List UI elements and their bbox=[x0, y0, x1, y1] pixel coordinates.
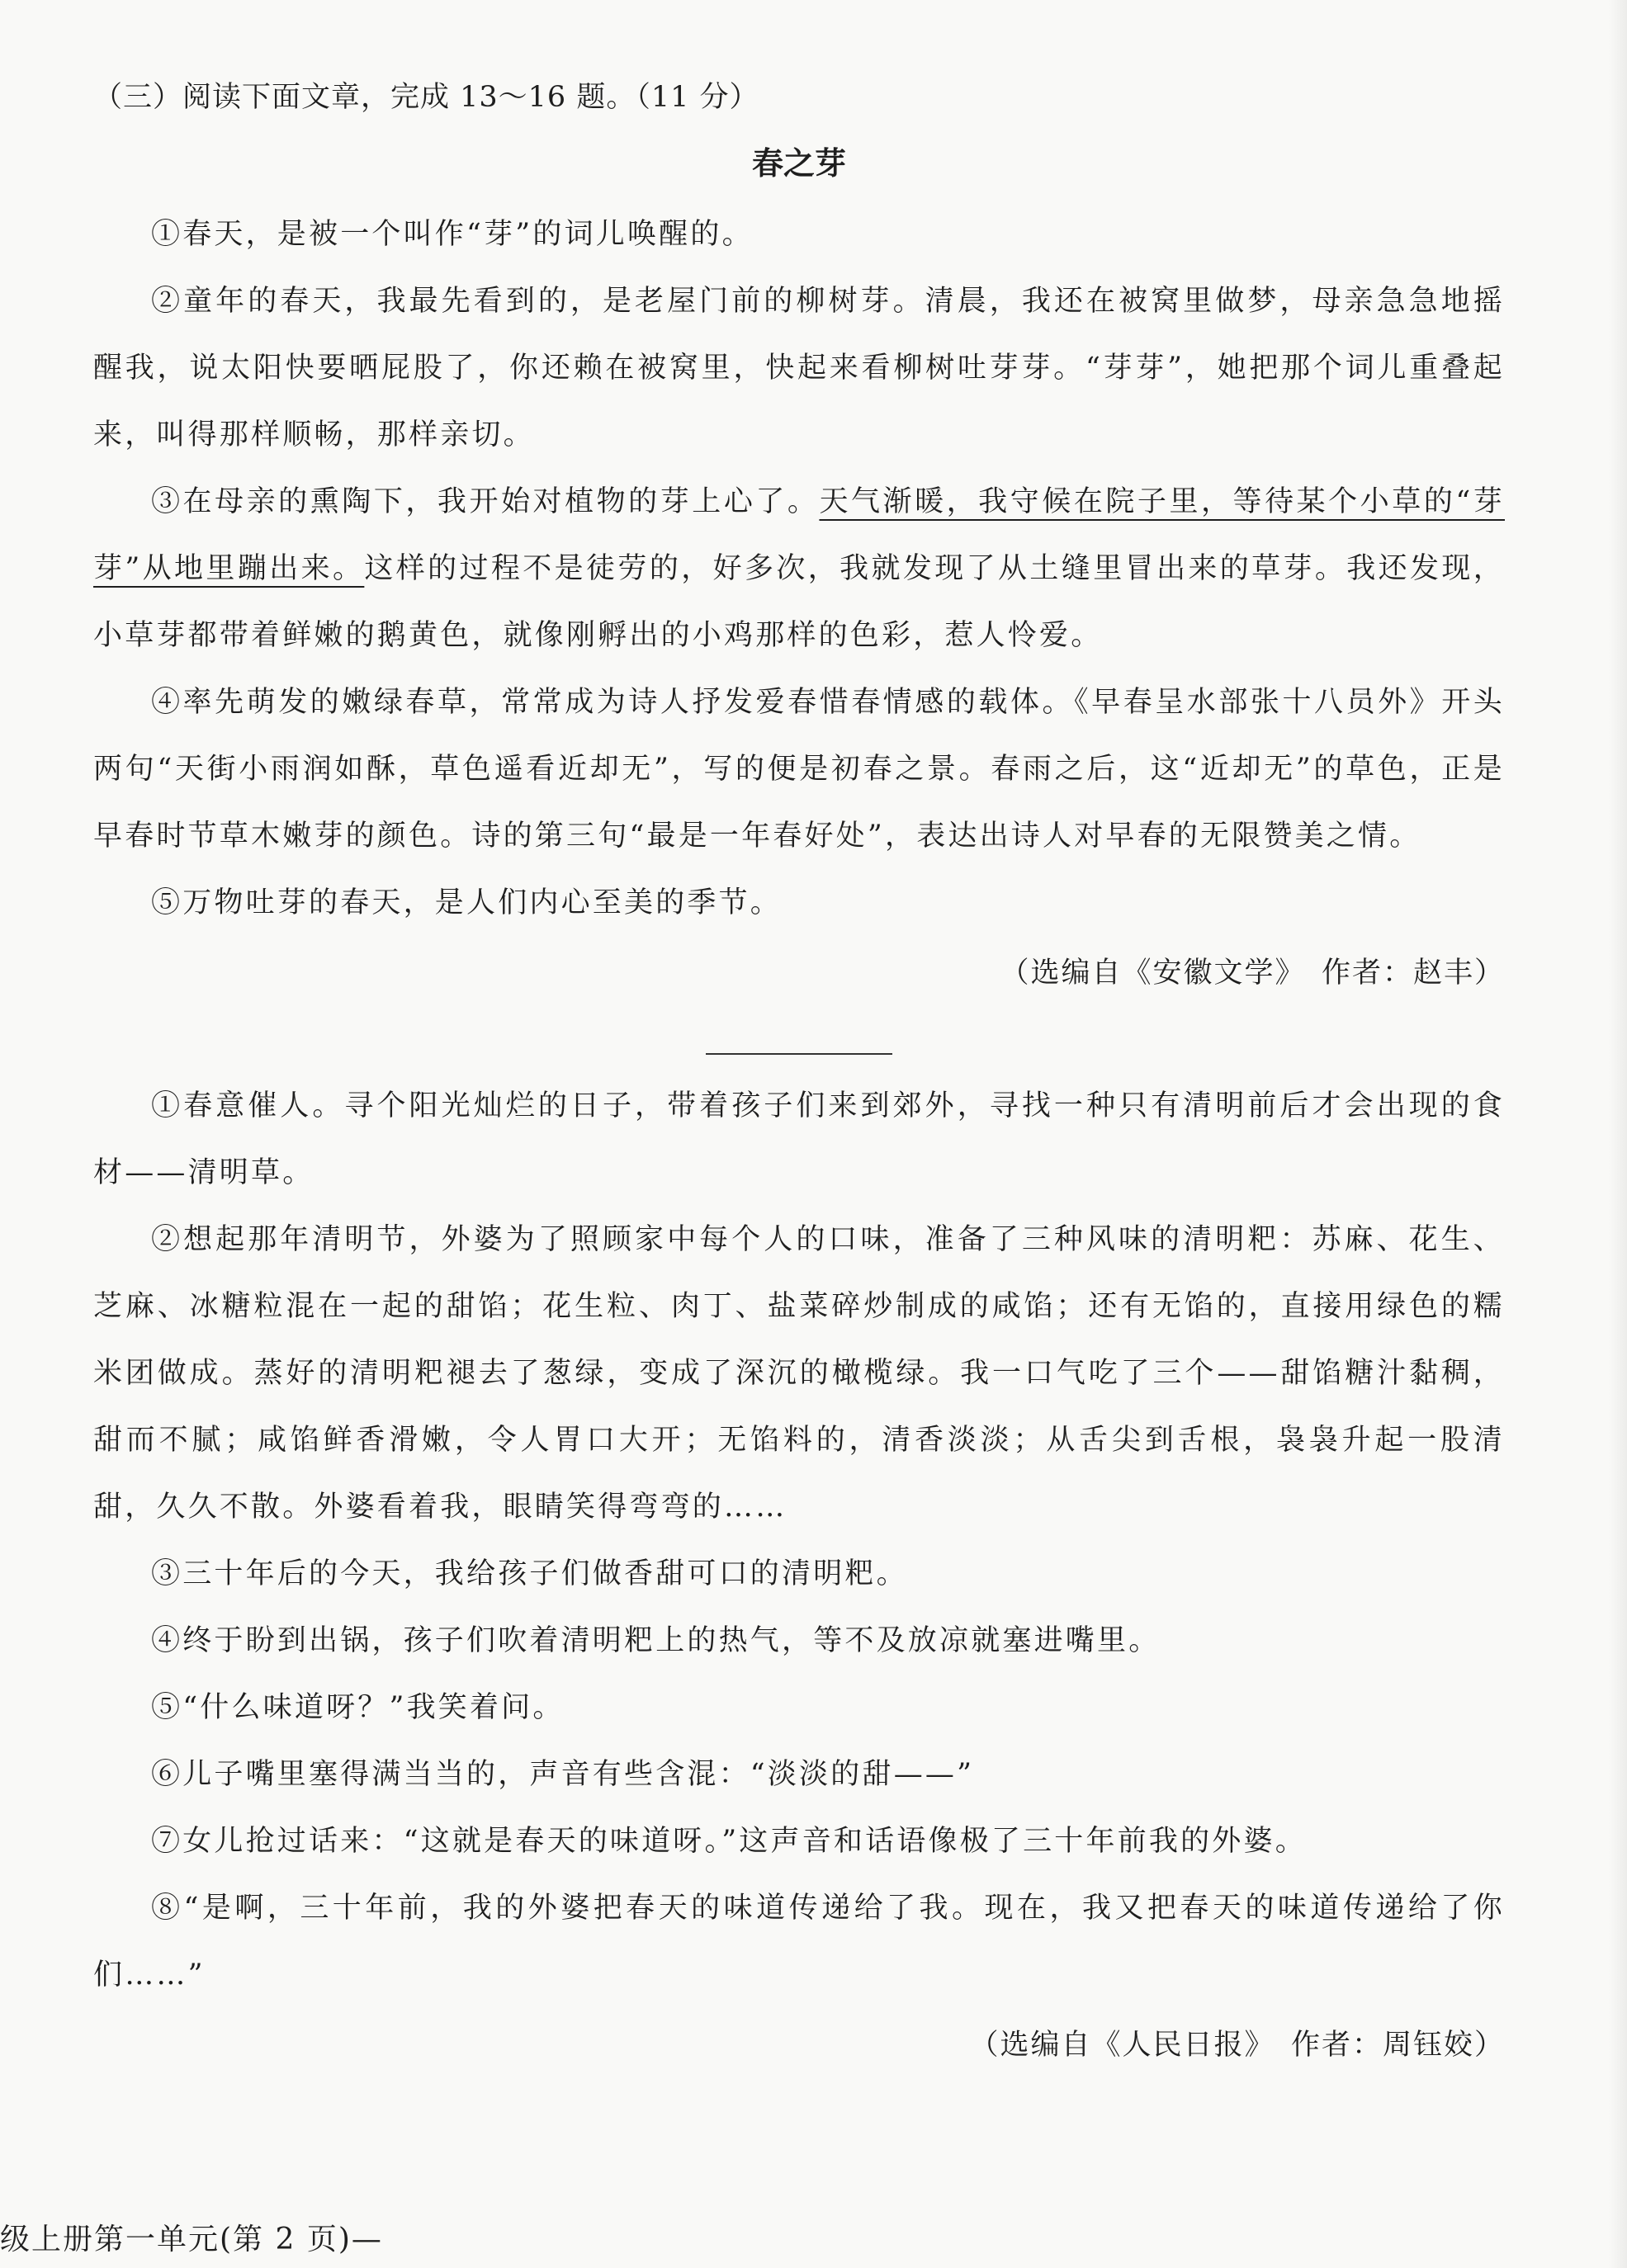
paragraph bbox=[93, 469, 1505, 669]
article-title: 春之芽 bbox=[751, 145, 846, 182]
source-citation: （选编自《安徽文学》 作者：赵丰） bbox=[1000, 957, 1505, 990]
paragraph-text: 这样的过程不是徒劳的，好多次，我就发现了从土缝里冒出来的草芽。我还发现，小草芽都带着鲜嫩的鹅黄色，就像刚孵出的小鸡那样的色彩，惹人怜爱。 bbox=[93, 552, 1506, 652]
paragraph: ⑥儿子嘴里塞得满当当的，声音有些含混：“淡淡的甜——” bbox=[151, 1758, 975, 1791]
paragraph-text: ③在母亲的熏陶下，我开始对植物的芽上心了。 bbox=[151, 485, 820, 518]
paragraph: ①春天，是被一个叫作“芽”的词儿唤醒的。 bbox=[151, 218, 754, 251]
paragraph: ⑤万物吐芽的春天，是人们内心至美的季节。 bbox=[151, 886, 783, 919]
paragraph: ④率先萌发的嫩绿春草，常常成为诗人抒发爱春惜春情感的载体。《早春呈水部张十八员外》开头两句“天街小雨润如酥，草色遥看近却无”，写的便是初春之景。春雨之后，这“近却无”的草色，正是早春时节草木嫩芽的颜色。诗的第三句“最是一年春好处”，表达出诗人对早春的无限赞美之情。 bbox=[93, 686, 1505, 853]
paragraph: ②想起那年清明节，外婆为了照顾家中每个人的口味，准备了三种风味的清明粑：苏麻、花生、芝麻、冰糖粒混在一起的甜馅；花生粒、肉丁、盐菜碎炒制成的咸馅；还有无馅的，直接用绿色的糯米团做成。蒸好的清明粑褪去了葱绿，变成了深沉的橄榄绿。我一口气吃了三个——甜馅糖汁黏稠，甜而不腻；咸馅鲜香滑嫩，令人胃口大开；无馅料的，清香淡淡；从舌尖到舌根，袅袅升起一股清甜，久久不散。外婆看着我，眼睛笑得弯弯的…… bbox=[93, 1223, 1505, 1524]
article-divider bbox=[706, 1053, 892, 1055]
section-heading: （三）阅读下面文章，完成 13～16 题。（11 分） bbox=[93, 81, 759, 114]
page-footer: 级上册第一单元(第 2 页)— bbox=[0, 2223, 383, 2256]
paragraph: ④终于盼到出锅，孩子们吹着清明粑上的热气，等不及放凉就塞进嘴里。 bbox=[151, 1624, 1161, 1657]
article-1 bbox=[93, 139, 1505, 1007]
underlined-sentence: 天气渐暖，我守候在院子里，等待某个小草的“芽芽”从地里蹦出来。 bbox=[93, 485, 1505, 585]
paragraph: ⑤“什么味道呀？”我笑着问。 bbox=[151, 1691, 565, 1724]
page-edge-shadow bbox=[1609, 0, 1627, 2268]
paragraph: ③三十年后的今天，我给孩子们做香甜可口的清明粑。 bbox=[151, 1557, 908, 1590]
source-citation: （选编自《人民日报》 作者：周钰姣） bbox=[969, 2029, 1505, 2062]
page-content bbox=[93, 73, 1505, 2079]
paragraph: ②童年的春天，我最先看到的，是老屋门前的柳树芽。清晨，我还在被窝里做梦，母亲急急地摇醒我，说太阳快要晒屁股了，你还赖在被窝里，快起来看柳树吐芽芽。“芽芽”，她把那个词儿重叠起来，叫得那样顺畅，那样亲切。 bbox=[93, 285, 1505, 451]
paragraph: ①春意催人。寻个阳光灿烂的日子，带着孩子们来到郊外，寻找一种只有清明前后才会出现的食材——清明草。 bbox=[93, 1089, 1505, 1189]
paragraph: ⑦女儿抢过话来：“这就是春天的味道呀。”这声音和话语像极了三十年前我的外婆。 bbox=[151, 1825, 1307, 1858]
article-2 bbox=[93, 1073, 1505, 2079]
paragraph: ⑧“是啊，三十年前，我的外婆把春天的味道传递给了我。现在，我又把春天的味道传递给了你们……” bbox=[93, 1892, 1505, 1992]
